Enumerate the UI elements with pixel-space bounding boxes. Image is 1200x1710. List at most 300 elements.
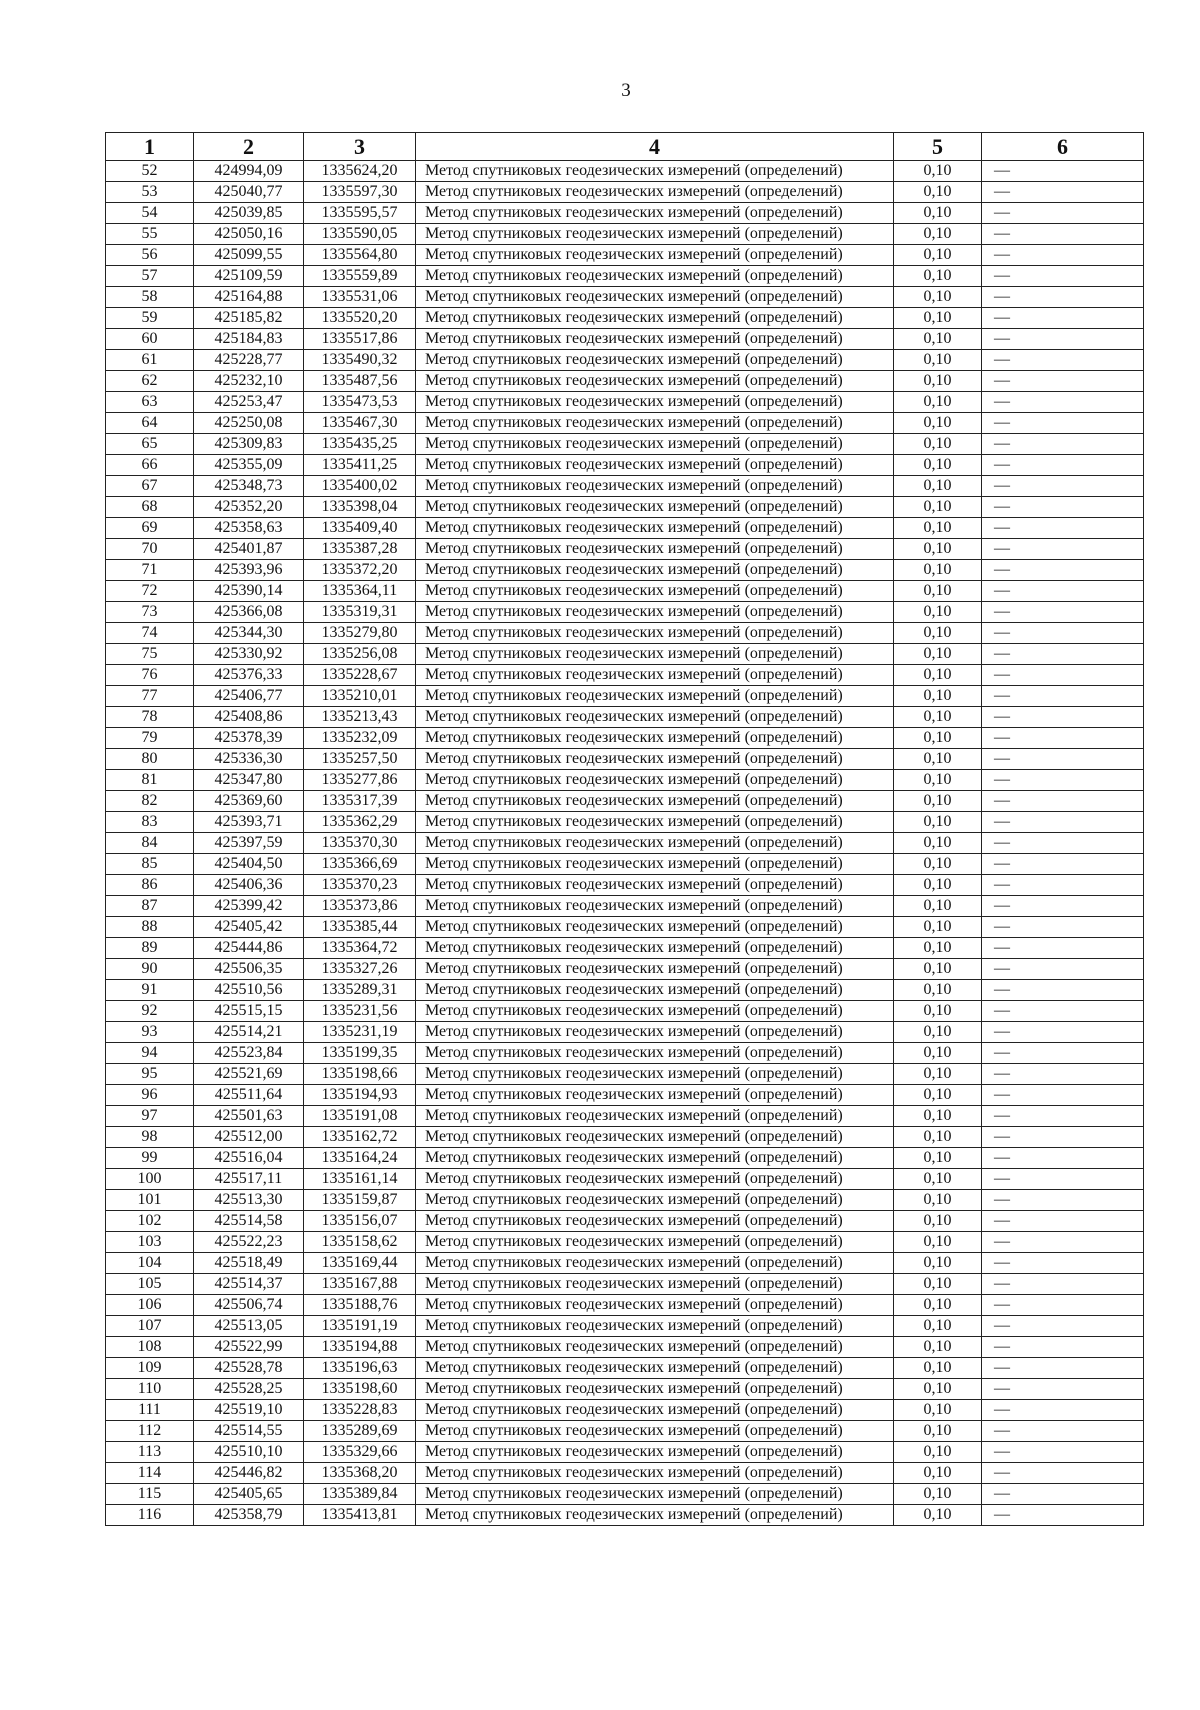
note-cell: — <box>982 308 1144 329</box>
accuracy-cell: 0,10 <box>894 560 982 581</box>
table-row <box>106 308 1144 329</box>
y-coordinate-cell: 1335198,66 <box>304 1064 416 1085</box>
note-cell: — <box>982 602 1144 623</box>
point-number-cell: 98 <box>106 1127 194 1148</box>
y-coordinate-cell: 1335370,30 <box>304 833 416 854</box>
y-coordinate-cell: 1335387,28 <box>304 539 416 560</box>
table-row <box>106 1463 1144 1484</box>
note-cell: — <box>982 476 1144 497</box>
y-coordinate-cell: 1335364,11 <box>304 581 416 602</box>
accuracy-cell: 0,10 <box>894 812 982 833</box>
y-coordinate-cell: 1335161,14 <box>304 1169 416 1190</box>
point-number-cell: 91 <box>106 980 194 1001</box>
table-row <box>106 1400 1144 1421</box>
x-coordinate-cell: 425050,16 <box>194 224 304 245</box>
point-number-cell: 69 <box>106 518 194 539</box>
table-row <box>106 959 1144 980</box>
accuracy-cell: 0,10 <box>894 1295 982 1316</box>
accuracy-cell: 0,10 <box>894 938 982 959</box>
x-coordinate-cell: 425401,87 <box>194 539 304 560</box>
method-cell: Метод спутниковых геодезических измерений (определений) <box>416 707 894 728</box>
y-coordinate-cell: 1335520,20 <box>304 308 416 329</box>
accuracy-cell: 0,10 <box>894 1379 982 1400</box>
table-row <box>106 854 1144 875</box>
point-number-cell: 68 <box>106 497 194 518</box>
x-coordinate-cell: 425344,30 <box>194 623 304 644</box>
accuracy-cell: 0,10 <box>894 497 982 518</box>
table-row <box>106 518 1144 539</box>
point-number-cell: 109 <box>106 1358 194 1379</box>
accuracy-cell: 0,10 <box>894 854 982 875</box>
note-cell: — <box>982 1337 1144 1358</box>
point-number-cell: 77 <box>106 686 194 707</box>
accuracy-cell: 0,10 <box>894 1001 982 1022</box>
table-row <box>106 1106 1144 1127</box>
method-cell: Метод спутниковых геодезических измерений (определений) <box>416 938 894 959</box>
method-cell: Метод спутниковых геодезических измерений (определений) <box>416 854 894 875</box>
accuracy-cell: 0,10 <box>894 434 982 455</box>
table-header <box>106 133 1144 161</box>
x-coordinate-cell: 425352,20 <box>194 497 304 518</box>
x-coordinate-cell: 425506,35 <box>194 959 304 980</box>
table-row <box>106 917 1144 938</box>
y-coordinate-cell: 1335256,08 <box>304 644 416 665</box>
point-number-cell: 56 <box>106 245 194 266</box>
method-cell: Метод спутниковых геодезических измерений (определений) <box>416 602 894 623</box>
table-row <box>106 1001 1144 1022</box>
table-row <box>106 1085 1144 1106</box>
note-cell: — <box>982 1085 1144 1106</box>
x-coordinate-cell: 425522,23 <box>194 1232 304 1253</box>
method-cell: Метод спутниковых геодезических измерений (определений) <box>416 1211 894 1232</box>
accuracy-cell: 0,10 <box>894 1358 982 1379</box>
table-row <box>106 203 1144 224</box>
y-coordinate-cell: 1335590,05 <box>304 224 416 245</box>
table-row <box>106 1211 1144 1232</box>
method-cell: Метод спутниковых геодезических измерений (определений) <box>416 497 894 518</box>
y-coordinate-cell: 1335257,50 <box>304 749 416 770</box>
point-number-cell: 112 <box>106 1421 194 1442</box>
column-header-6: 6 <box>982 133 1144 161</box>
x-coordinate-cell: 425355,09 <box>194 455 304 476</box>
note-cell: — <box>982 980 1144 1001</box>
x-coordinate-cell: 425408,86 <box>194 707 304 728</box>
y-coordinate-cell: 1335199,35 <box>304 1043 416 1064</box>
point-number-cell: 97 <box>106 1106 194 1127</box>
x-coordinate-cell: 425513,05 <box>194 1316 304 1337</box>
point-number-cell: 74 <box>106 623 194 644</box>
table-row <box>106 770 1144 791</box>
column-header-2: 2 <box>194 133 304 161</box>
point-number-cell: 96 <box>106 1085 194 1106</box>
x-coordinate-cell: 425358,63 <box>194 518 304 539</box>
point-number-cell: 105 <box>106 1274 194 1295</box>
x-coordinate-cell: 425250,08 <box>194 413 304 434</box>
table-row <box>106 980 1144 1001</box>
note-cell: — <box>982 1022 1144 1043</box>
table-row <box>106 1484 1144 1505</box>
method-cell: Метод спутниковых геодезических измерений (определений) <box>416 350 894 371</box>
point-number-cell: 100 <box>106 1169 194 1190</box>
accuracy-cell: 0,10 <box>894 287 982 308</box>
y-coordinate-cell: 1335194,88 <box>304 1337 416 1358</box>
point-number-cell: 92 <box>106 1001 194 1022</box>
table-row <box>106 329 1144 350</box>
note-cell: — <box>982 245 1144 266</box>
method-cell: Метод спутниковых геодезических измерений (определений) <box>416 371 894 392</box>
table-row <box>106 1274 1144 1295</box>
method-cell: Метод спутниковых геодезических измерений (определений) <box>416 812 894 833</box>
point-number-cell: 90 <box>106 959 194 980</box>
accuracy-cell: 0,10 <box>894 539 982 560</box>
y-coordinate-cell: 1335158,62 <box>304 1232 416 1253</box>
table-row <box>106 245 1144 266</box>
accuracy-cell: 0,10 <box>894 728 982 749</box>
x-coordinate-cell: 425184,83 <box>194 329 304 350</box>
point-number-cell: 84 <box>106 833 194 854</box>
y-coordinate-cell: 1335329,66 <box>304 1442 416 1463</box>
table-row <box>106 1043 1144 1064</box>
method-cell: Метод спутниковых геодезических измерений (определений) <box>416 1316 894 1337</box>
y-coordinate-cell: 1335317,39 <box>304 791 416 812</box>
point-number-cell: 75 <box>106 644 194 665</box>
method-cell: Метод спутниковых геодезических измерений (определений) <box>416 770 894 791</box>
method-cell: Метод спутниковых геодезических измерений (определений) <box>416 1253 894 1274</box>
accuracy-cell: 0,10 <box>894 1190 982 1211</box>
accuracy-cell: 0,10 <box>894 224 982 245</box>
note-cell: — <box>982 518 1144 539</box>
y-coordinate-cell: 1335435,25 <box>304 434 416 455</box>
point-number-cell: 94 <box>106 1043 194 1064</box>
method-cell: Метод спутниковых геодезических измерений (определений) <box>416 1421 894 1442</box>
table-row <box>106 875 1144 896</box>
method-cell: Метод спутниковых геодезических измерений (определений) <box>416 203 894 224</box>
accuracy-cell: 0,10 <box>894 455 982 476</box>
table-row <box>106 497 1144 518</box>
point-number-cell: 87 <box>106 896 194 917</box>
accuracy-cell: 0,10 <box>894 896 982 917</box>
point-number-cell: 82 <box>106 791 194 812</box>
note-cell: — <box>982 896 1144 917</box>
table-row <box>106 581 1144 602</box>
y-coordinate-cell: 1335559,89 <box>304 266 416 287</box>
accuracy-cell: 0,10 <box>894 686 982 707</box>
point-number-cell: 73 <box>106 602 194 623</box>
y-coordinate-cell: 1335289,69 <box>304 1421 416 1442</box>
note-cell: — <box>982 1358 1144 1379</box>
point-number-cell: 70 <box>106 539 194 560</box>
column-header-3: 3 <box>304 133 416 161</box>
note-cell: — <box>982 371 1144 392</box>
point-number-cell: 103 <box>106 1232 194 1253</box>
note-cell: — <box>982 770 1144 791</box>
y-coordinate-cell: 1335389,84 <box>304 1484 416 1505</box>
x-coordinate-cell: 425358,79 <box>194 1505 304 1526</box>
accuracy-cell: 0,10 <box>894 1232 982 1253</box>
note-cell: — <box>982 539 1144 560</box>
point-number-cell: 101 <box>106 1190 194 1211</box>
table-row <box>106 791 1144 812</box>
note-cell: — <box>982 1148 1144 1169</box>
y-coordinate-cell: 1335167,88 <box>304 1274 416 1295</box>
note-cell: — <box>982 1442 1144 1463</box>
accuracy-cell: 0,10 <box>894 959 982 980</box>
point-number-cell: 72 <box>106 581 194 602</box>
table-row <box>106 665 1144 686</box>
method-cell: Метод спутниковых геодезических измерений (определений) <box>416 1106 894 1127</box>
method-cell: Метод спутниковых геодезических измерений (определений) <box>416 1505 894 1526</box>
method-cell: Метод спутниковых геодезических измерений (определений) <box>416 1400 894 1421</box>
point-number-cell: 71 <box>106 560 194 581</box>
point-number-cell: 104 <box>106 1253 194 1274</box>
x-coordinate-cell: 425519,10 <box>194 1400 304 1421</box>
accuracy-cell: 0,10 <box>894 644 982 665</box>
column-header-4: 4 <box>416 133 894 161</box>
coordinates-table <box>105 132 1144 1526</box>
table-row <box>106 1064 1144 1085</box>
point-number-cell: 111 <box>106 1400 194 1421</box>
method-cell: Метод спутниковых геодезических измерений (определений) <box>416 266 894 287</box>
table-row <box>106 1442 1144 1463</box>
table-row <box>106 644 1144 665</box>
method-cell: Метод спутниковых геодезических измерений (определений) <box>416 161 894 182</box>
note-cell: — <box>982 413 1144 434</box>
point-number-cell: 95 <box>106 1064 194 1085</box>
x-coordinate-cell: 425514,55 <box>194 1421 304 1442</box>
table-row <box>106 1148 1144 1169</box>
note-cell: — <box>982 1106 1144 1127</box>
method-cell: Метод спутниковых геодезических измерений (определений) <box>416 245 894 266</box>
method-cell: Метод спутниковых геодезических измерений (определений) <box>416 1043 894 1064</box>
y-coordinate-cell: 1335398,04 <box>304 497 416 518</box>
method-cell: Метод спутниковых геодезических измерений (определений) <box>416 1190 894 1211</box>
y-coordinate-cell: 1335368,20 <box>304 1463 416 1484</box>
table-row <box>106 1190 1144 1211</box>
note-cell: — <box>982 875 1144 896</box>
y-coordinate-cell: 1335372,20 <box>304 560 416 581</box>
table-row <box>106 1169 1144 1190</box>
point-number-cell: 52 <box>106 161 194 182</box>
point-number-cell: 108 <box>106 1337 194 1358</box>
point-number-cell: 116 <box>106 1505 194 1526</box>
x-coordinate-cell: 425347,80 <box>194 770 304 791</box>
x-coordinate-cell: 425397,59 <box>194 833 304 854</box>
method-cell: Метод спутниковых геодезических измерений (определений) <box>416 1127 894 1148</box>
x-coordinate-cell: 425405,42 <box>194 917 304 938</box>
x-coordinate-cell: 425528,25 <box>194 1379 304 1400</box>
accuracy-cell: 0,10 <box>894 833 982 854</box>
point-number-cell: 80 <box>106 749 194 770</box>
point-number-cell: 53 <box>106 182 194 203</box>
point-number-cell: 79 <box>106 728 194 749</box>
table-row <box>106 896 1144 917</box>
accuracy-cell: 0,10 <box>894 329 982 350</box>
table-row <box>106 1379 1144 1400</box>
x-coordinate-cell: 425513,30 <box>194 1190 304 1211</box>
y-coordinate-cell: 1335228,83 <box>304 1400 416 1421</box>
note-cell: — <box>982 350 1144 371</box>
column-header-5: 5 <box>894 133 982 161</box>
point-number-cell: 102 <box>106 1211 194 1232</box>
y-coordinate-cell: 1335228,67 <box>304 665 416 686</box>
y-coordinate-cell: 1335162,72 <box>304 1127 416 1148</box>
table-row <box>106 833 1144 854</box>
accuracy-cell: 0,10 <box>894 182 982 203</box>
note-cell: — <box>982 1316 1144 1337</box>
point-number-cell: 110 <box>106 1379 194 1400</box>
note-cell: — <box>982 1043 1144 1064</box>
method-cell: Метод спутниковых геодезических измерений (определений) <box>416 1274 894 1295</box>
x-coordinate-cell: 425516,04 <box>194 1148 304 1169</box>
x-coordinate-cell: 425501,63 <box>194 1106 304 1127</box>
accuracy-cell: 0,10 <box>894 1274 982 1295</box>
point-number-cell: 76 <box>106 665 194 686</box>
table-row <box>106 182 1144 203</box>
table-body <box>106 161 1144 1526</box>
accuracy-cell: 0,10 <box>894 266 982 287</box>
point-number-cell: 59 <box>106 308 194 329</box>
accuracy-cell: 0,10 <box>894 602 982 623</box>
method-cell: Метод спутниковых геодезических измерений (определений) <box>416 308 894 329</box>
note-cell: — <box>982 1064 1144 1085</box>
method-cell: Метод спутниковых геодезических измерений (определений) <box>416 749 894 770</box>
y-coordinate-cell: 1335231,19 <box>304 1022 416 1043</box>
y-coordinate-cell: 1335277,86 <box>304 770 416 791</box>
y-coordinate-cell: 1335531,06 <box>304 287 416 308</box>
x-coordinate-cell: 425406,36 <box>194 875 304 896</box>
note-cell: — <box>982 791 1144 812</box>
x-coordinate-cell: 425510,56 <box>194 980 304 1001</box>
x-coordinate-cell: 425393,71 <box>194 812 304 833</box>
accuracy-cell: 0,10 <box>894 1505 982 1526</box>
y-coordinate-cell: 1335517,86 <box>304 329 416 350</box>
x-coordinate-cell: 425514,37 <box>194 1274 304 1295</box>
accuracy-cell: 0,10 <box>894 518 982 539</box>
method-cell: Метод спутниковых геодезических измерений (определений) <box>416 182 894 203</box>
y-coordinate-cell: 1335413,81 <box>304 1505 416 1526</box>
method-cell: Метод спутниковых геодезических измерений (определений) <box>416 581 894 602</box>
note-cell: — <box>982 959 1144 980</box>
note-cell: — <box>982 938 1144 959</box>
x-coordinate-cell: 425348,73 <box>194 476 304 497</box>
x-coordinate-cell: 424994,09 <box>194 161 304 182</box>
table-row <box>106 1295 1144 1316</box>
x-coordinate-cell: 425514,21 <box>194 1022 304 1043</box>
accuracy-cell: 0,10 <box>894 770 982 791</box>
table-row <box>106 1022 1144 1043</box>
table-row <box>106 455 1144 476</box>
note-cell: — <box>982 560 1144 581</box>
note-cell: — <box>982 182 1144 203</box>
x-coordinate-cell: 425405,65 <box>194 1484 304 1505</box>
point-number-cell: 64 <box>106 413 194 434</box>
method-cell: Метод спутниковых геодезических измерений (определений) <box>416 980 894 1001</box>
method-cell: Метод спутниковых геодезических измерений (определений) <box>416 1169 894 1190</box>
accuracy-cell: 0,10 <box>894 203 982 224</box>
table-row <box>106 938 1144 959</box>
y-coordinate-cell: 1335364,72 <box>304 938 416 959</box>
header-row <box>106 133 1144 161</box>
y-coordinate-cell: 1335164,24 <box>304 1148 416 1169</box>
note-cell: — <box>982 1295 1144 1316</box>
y-coordinate-cell: 1335411,25 <box>304 455 416 476</box>
note-cell: — <box>982 1379 1144 1400</box>
method-cell: Метод спутниковых геодезических измерений (определений) <box>416 728 894 749</box>
x-coordinate-cell: 425109,59 <box>194 266 304 287</box>
table-row <box>106 1316 1144 1337</box>
point-number-cell: 99 <box>106 1148 194 1169</box>
accuracy-cell: 0,10 <box>894 623 982 644</box>
x-coordinate-cell: 425523,84 <box>194 1043 304 1064</box>
y-coordinate-cell: 1335366,69 <box>304 854 416 875</box>
point-number-cell: 60 <box>106 329 194 350</box>
method-cell: Метод спутниковых геодезических измерений (определений) <box>416 1379 894 1400</box>
y-coordinate-cell: 1335210,01 <box>304 686 416 707</box>
method-cell: Метод спутниковых геодезических измерений (определений) <box>416 560 894 581</box>
method-cell: Метод спутниковых геодезических измерений (определений) <box>416 686 894 707</box>
note-cell: — <box>982 203 1144 224</box>
accuracy-cell: 0,10 <box>894 749 982 770</box>
method-cell: Метод спутниковых геодезических измерений (определений) <box>416 518 894 539</box>
table-row <box>106 560 1144 581</box>
y-coordinate-cell: 1335597,30 <box>304 182 416 203</box>
x-coordinate-cell: 425518,49 <box>194 1253 304 1274</box>
accuracy-cell: 0,10 <box>894 1085 982 1106</box>
method-cell: Метод спутниковых геодезических измерений (определений) <box>416 875 894 896</box>
note-cell: — <box>982 1505 1144 1526</box>
method-cell: Метод спутниковых геодезических измерений (определений) <box>416 1085 894 1106</box>
y-coordinate-cell: 1335373,86 <box>304 896 416 917</box>
y-coordinate-cell: 1335188,76 <box>304 1295 416 1316</box>
accuracy-cell: 0,10 <box>894 1022 982 1043</box>
table-row <box>106 1127 1144 1148</box>
point-number-cell: 78 <box>106 707 194 728</box>
table-row <box>106 812 1144 833</box>
accuracy-cell: 0,10 <box>894 1043 982 1064</box>
table-row <box>106 350 1144 371</box>
table-row <box>106 1232 1144 1253</box>
method-cell: Метод спутниковых геодезических измерений (определений) <box>416 644 894 665</box>
point-number-cell: 57 <box>106 266 194 287</box>
note-cell: — <box>982 434 1144 455</box>
method-cell: Метод спутниковых геодезических измерений (определений) <box>416 1463 894 1484</box>
point-number-cell: 54 <box>106 203 194 224</box>
note-cell: — <box>982 455 1144 476</box>
table-row <box>106 287 1144 308</box>
accuracy-cell: 0,10 <box>894 308 982 329</box>
point-number-cell: 67 <box>106 476 194 497</box>
method-cell: Метод спутниковых геодезических измерений (определений) <box>416 833 894 854</box>
method-cell: Метод спутниковых геодезических измерений (определений) <box>416 455 894 476</box>
table-row <box>106 623 1144 644</box>
page-number: 3 <box>621 80 631 101</box>
accuracy-cell: 0,10 <box>894 371 982 392</box>
y-coordinate-cell: 1335198,60 <box>304 1379 416 1400</box>
x-coordinate-cell: 425369,60 <box>194 791 304 812</box>
point-number-cell: 89 <box>106 938 194 959</box>
point-number-cell: 83 <box>106 812 194 833</box>
accuracy-cell: 0,10 <box>894 917 982 938</box>
note-cell: — <box>982 224 1144 245</box>
y-coordinate-cell: 1335289,31 <box>304 980 416 1001</box>
x-coordinate-cell: 425517,11 <box>194 1169 304 1190</box>
note-cell: — <box>982 1400 1144 1421</box>
x-coordinate-cell: 425506,74 <box>194 1295 304 1316</box>
method-cell: Метод спутниковых геодезических измерений (определений) <box>416 623 894 644</box>
x-coordinate-cell: 425404,50 <box>194 854 304 875</box>
accuracy-cell: 0,10 <box>894 350 982 371</box>
y-coordinate-cell: 1335400,02 <box>304 476 416 497</box>
